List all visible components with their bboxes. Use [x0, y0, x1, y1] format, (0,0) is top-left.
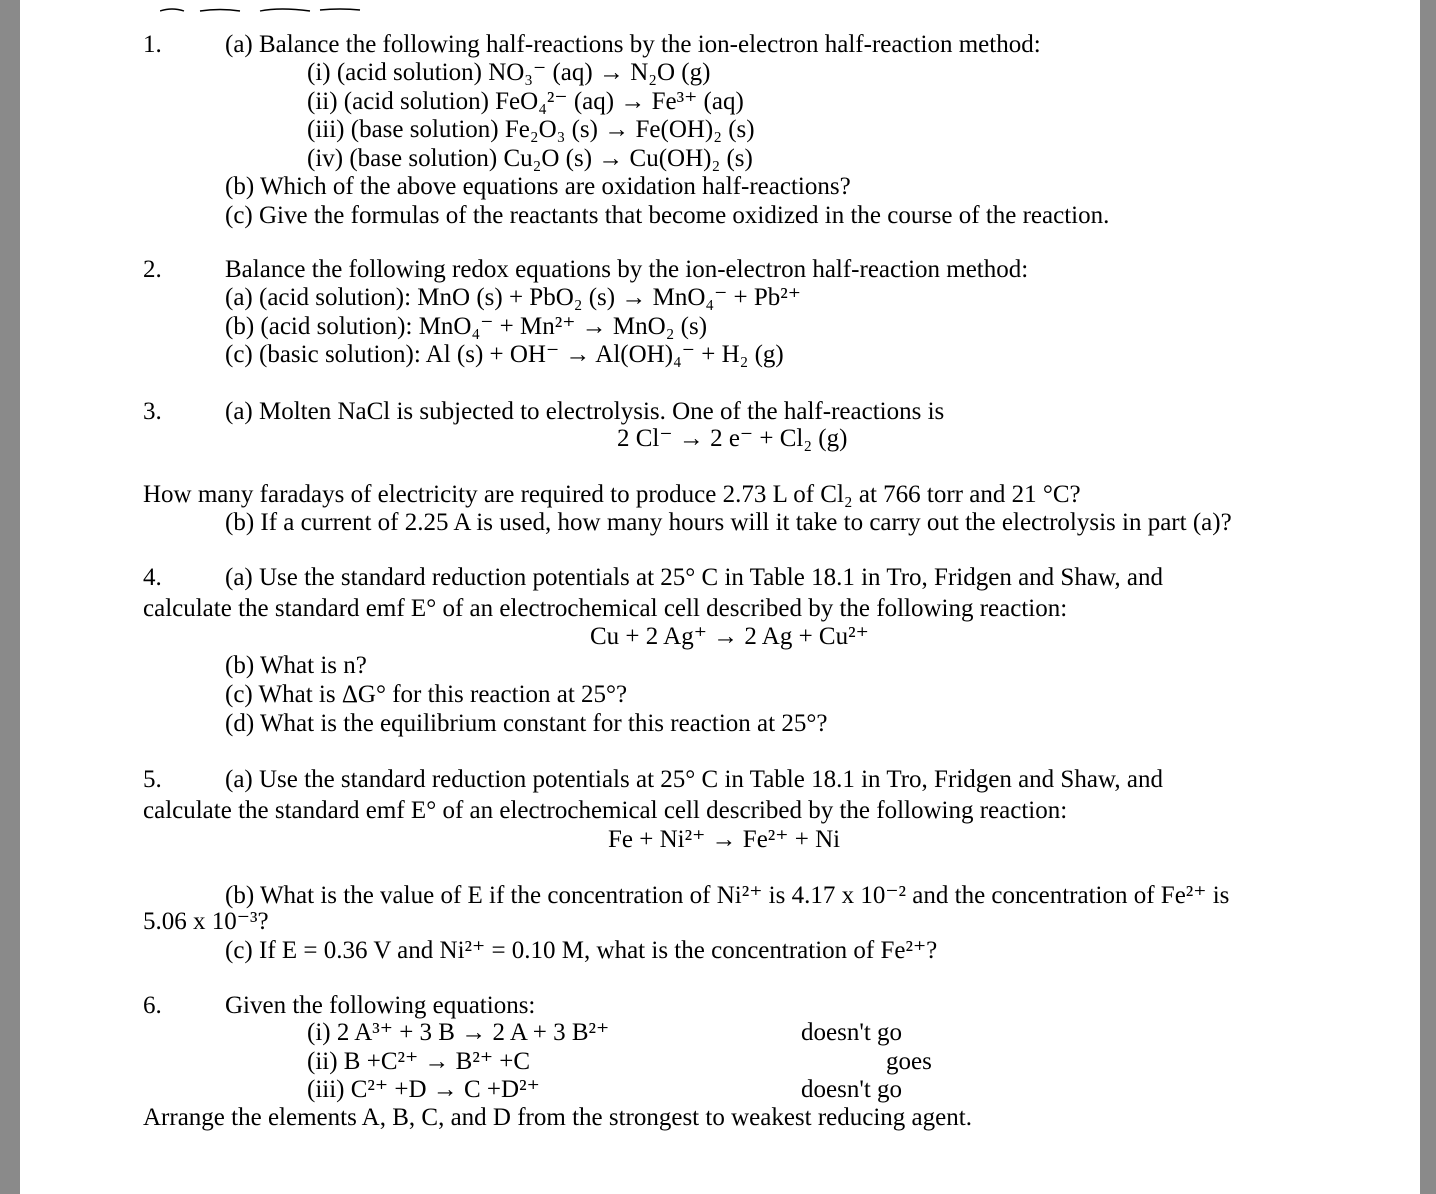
q6-equation-ii: (ii) B +C²⁺ → B²⁺ +C — [307, 1048, 531, 1075]
q4-part-a-continued: calculate the standard emf E° of an electrochemical cell described by the following reaction: — [143, 595, 1068, 622]
q6-equation-i: (i) 2 A³⁺ + 3 B → 2 A + 3 B²⁺ — [307, 1019, 610, 1046]
q5-reaction: Fe + Ni²⁺ → Fe²⁺ + Ni — [608, 826, 841, 853]
q4-part-d: (d) What is the equilibrium constant for this reaction at 25°? — [225, 710, 828, 737]
q3-part-b: (b) If a current of 2.25 A is used, how many hours will it take to carry out the electrolysis in part (a)? — [225, 509, 1232, 536]
q6-task: Arrange the elements A, B, C, and D from the strongest to weakest reducing agent. — [143, 1104, 972, 1131]
q5-part-b-continued: 5.06 x 10⁻³? — [143, 908, 269, 935]
q5-part-a-continued: calculate the standard emf E° of an electrochemical cell described by the following reaction: — [143, 797, 1068, 824]
q1-part-c: (c) Give the formulas of the reactants that become oxidized in the course of the reaction. — [225, 202, 1110, 229]
q1-equation-iii: (iii) (base solution) Fe₂O₃ (s) → Fe(OH)₂ (s) — [307, 116, 755, 143]
q6-equation-iii: (iii) C²⁺ +D → C +D²⁺ — [307, 1076, 540, 1103]
q1-equation-i: (i) (acid solution) NO₃⁻ (aq) → N₂O (g) — [307, 59, 711, 86]
question-5-number: 5. — [143, 766, 162, 793]
question-4-number: 4. — [143, 564, 162, 591]
q1-equation-iv: (iv) (base solution) Cu₂O (s) → Cu(OH)₂ (s) — [307, 145, 753, 172]
q3-part-a: (a) Molten NaCl is subjected to electrolysis. One of the half-reactions is — [225, 398, 945, 425]
q2-part-a: (a) (acid solution): MnO (s) + PbO₂ (s) → MnO₄⁻ + Pb²⁺ — [225, 284, 802, 311]
q3-half-reaction: 2 Cl⁻ → 2 e⁻ + Cl₂ (g) — [617, 425, 848, 452]
worksheet-page — [20, 0, 1420, 1194]
q6-outcome-iii: doesn't go — [801, 1076, 903, 1103]
q6-outcome-i: doesn't go — [801, 1019, 903, 1046]
q5-part-c: (c) If E = 0.36 V and Ni²⁺ = 0.10 M, what is the concentration of Fe²⁺? — [225, 937, 938, 964]
question-2-number: 2. — [143, 256, 162, 283]
q5-part-b: (b) What is the value of E if the concentration of Ni²⁺ is 4.17 x 10⁻² and the concentration of Fe²⁺ is — [225, 882, 1230, 909]
q4-part-b: (b) What is n? — [225, 652, 367, 679]
q1-equation-ii: (ii) (acid solution) FeO₄²⁻ (aq) → Fe³⁺ (aq) — [307, 88, 744, 115]
question-6-number: 6. — [143, 992, 162, 1019]
q4-part-c: (c) What is ΔG° for this reaction at 25°? — [225, 681, 628, 708]
q1-part-b: (b) Which of the above equations are oxidation half-reactions? — [225, 173, 851, 200]
q2-intro: Balance the following redox equations by the ion-electron half-reaction method: — [225, 256, 1029, 283]
question-1-number: 1. — [143, 31, 162, 58]
clipped-top-text — [160, 0, 380, 18]
q5-part-a: (a) Use the standard reduction potentials at 25° C in Table 18.1 in Tro, Fridgen and Shaw, and — [225, 766, 1163, 793]
q4-part-a: (a) Use the standard reduction potentials at 25° C in Table 18.1 in Tro, Fridgen and Shaw, and — [225, 564, 1163, 591]
question-3-number: 3. — [143, 398, 162, 425]
q3-question: How many faradays of electricity are required to produce 2.73 L of Cl₂ at 766 torr and 21 °C? — [143, 481, 1081, 508]
q1-part-a: (a) Balance the following half-reactions by the ion-electron half-reaction method: — [225, 31, 1041, 58]
q4-reaction: Cu + 2 Ag⁺ → 2 Ag + Cu²⁺ — [590, 623, 869, 650]
q6-outcome-ii: goes — [886, 1048, 932, 1075]
q2-part-c: (c) (basic solution): Al (s) + OH⁻ → Al(OH)₄⁻ + H₂ (g) — [225, 341, 784, 368]
q2-part-b: (b) (acid solution): MnO₄⁻ + Mn²⁺ → MnO₂ (s) — [225, 313, 708, 340]
q6-intro: Given the following equations: — [225, 992, 536, 1019]
